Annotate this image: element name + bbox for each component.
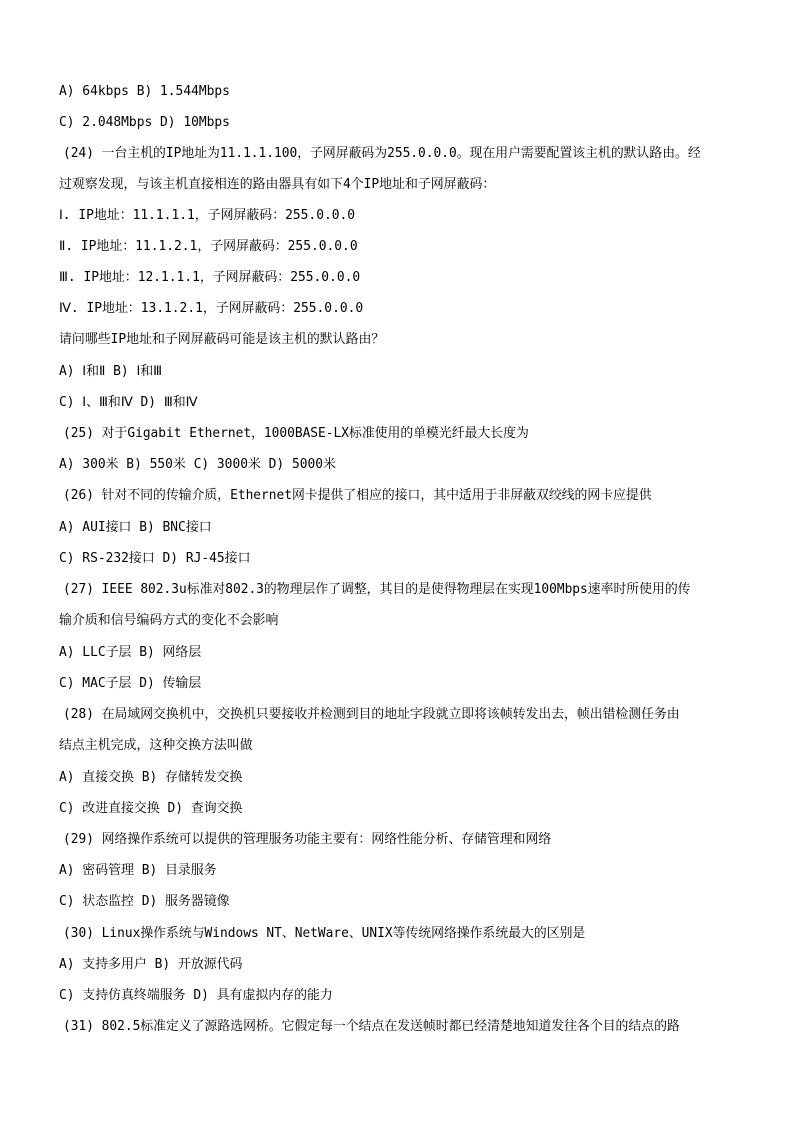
option-line: A) 直接交换 B) 存储转发交换 <box>59 770 243 785</box>
question-27: (27) IEEE 802.3u标准对802.3的物理层作了调整，其目的是使得物理层在实现100Mbps速率时所使用的传 <box>63 582 691 597</box>
question-27-cont: 输介质和信号编码方式的变化不会影响 <box>59 613 279 628</box>
option-line: C) 2.048Mbps D) 10Mbps <box>59 115 230 130</box>
question-31: (31) 802.5标准定义了源路选网桥。它假定每一个结点在发送帧时都已经清楚地知道发往各个目的结点的路 <box>63 1019 680 1034</box>
question-29: (29) 网络操作系统可以提供的管理服务功能主要有：网络性能分析、存储管理和网络 <box>63 832 552 847</box>
option-line: C) 状态监控 D) 服务器镜像 <box>59 894 230 909</box>
option-line: A) AUI接口 B) BNC接口 <box>59 520 212 535</box>
list-item: Ⅱ. IP地址：11.1.2.1，子网屏蔽码：255.0.0.0 <box>59 239 358 254</box>
option-line: A) 300米 B) 550米 C) 3000米 D) 5000米 <box>59 457 336 472</box>
question-28: (28) 在局域网交换机中，交换机只要接收并检测到目的地址字段就立即将该帧转发出去，帧出错检测任务由 <box>63 707 680 722</box>
question-30: (30) Linux操作系统与Windows NT、NetWare、UNIX等传统网络操作系统最大的区别是 <box>63 926 586 941</box>
question-25: (25) 对于Gigabit Ethernet，1000BASE-LX标准使用的单模光纤最大长度为 <box>63 426 529 441</box>
option-line: A) Ⅰ和Ⅱ B) Ⅰ和Ⅲ <box>59 364 163 379</box>
option-line: C) MAC子层 D) 传输层 <box>59 676 202 691</box>
list-item: Ⅰ. IP地址：11.1.1.1，子网屏蔽码：255.0.0.0 <box>59 208 356 223</box>
option-line: C) 改进直接交换 D) 查询交换 <box>59 801 243 816</box>
option-line: C) 支持仿真终端服务 D) 具有虚拟内存的能力 <box>59 988 333 1003</box>
option-line: C) RS-232接口 D) RJ-45接口 <box>59 551 251 566</box>
question-24: (24) 一台主机的IP地址为11.1.1.100，子网屏蔽码为255.0.0.0。现在用户需要配置该主机的默认路由。经 <box>63 146 701 161</box>
option-line: A) LLC子层 B) 网络层 <box>59 645 202 660</box>
list-item: Ⅲ. IP地址：12.1.1.1，子网屏蔽码：255.0.0.0 <box>59 270 361 285</box>
question-26: (26) 针对不同的传输介质，Ethernet网卡提供了相应的接口，其中适用于非屏蔽双绞线的网卡应提供 <box>63 488 652 503</box>
option-line: A) 密码管理 B) 目录服务 <box>59 863 217 878</box>
option-line: A) 支持多用户 B) 开放源代码 <box>59 957 243 972</box>
option-line: C) Ⅰ、Ⅲ和Ⅳ D) Ⅲ和Ⅳ <box>59 395 198 410</box>
question-24-cont: 过观察发现，与该主机直接相连的路由器具有如下4个IP地址和子网屏蔽码： <box>59 177 496 192</box>
question-28-cont: 结点主机完成，这种交换方法叫做 <box>59 738 253 753</box>
list-item: Ⅳ. IP地址：13.1.2.1，子网屏蔽码：255.0.0.0 <box>59 301 364 316</box>
option-line: A) 64kbps B) 1.544Mbps <box>59 84 230 99</box>
question-24-prompt: 请问哪些IP地址和子网屏蔽码可能是该主机的默认路由？ <box>59 332 385 347</box>
